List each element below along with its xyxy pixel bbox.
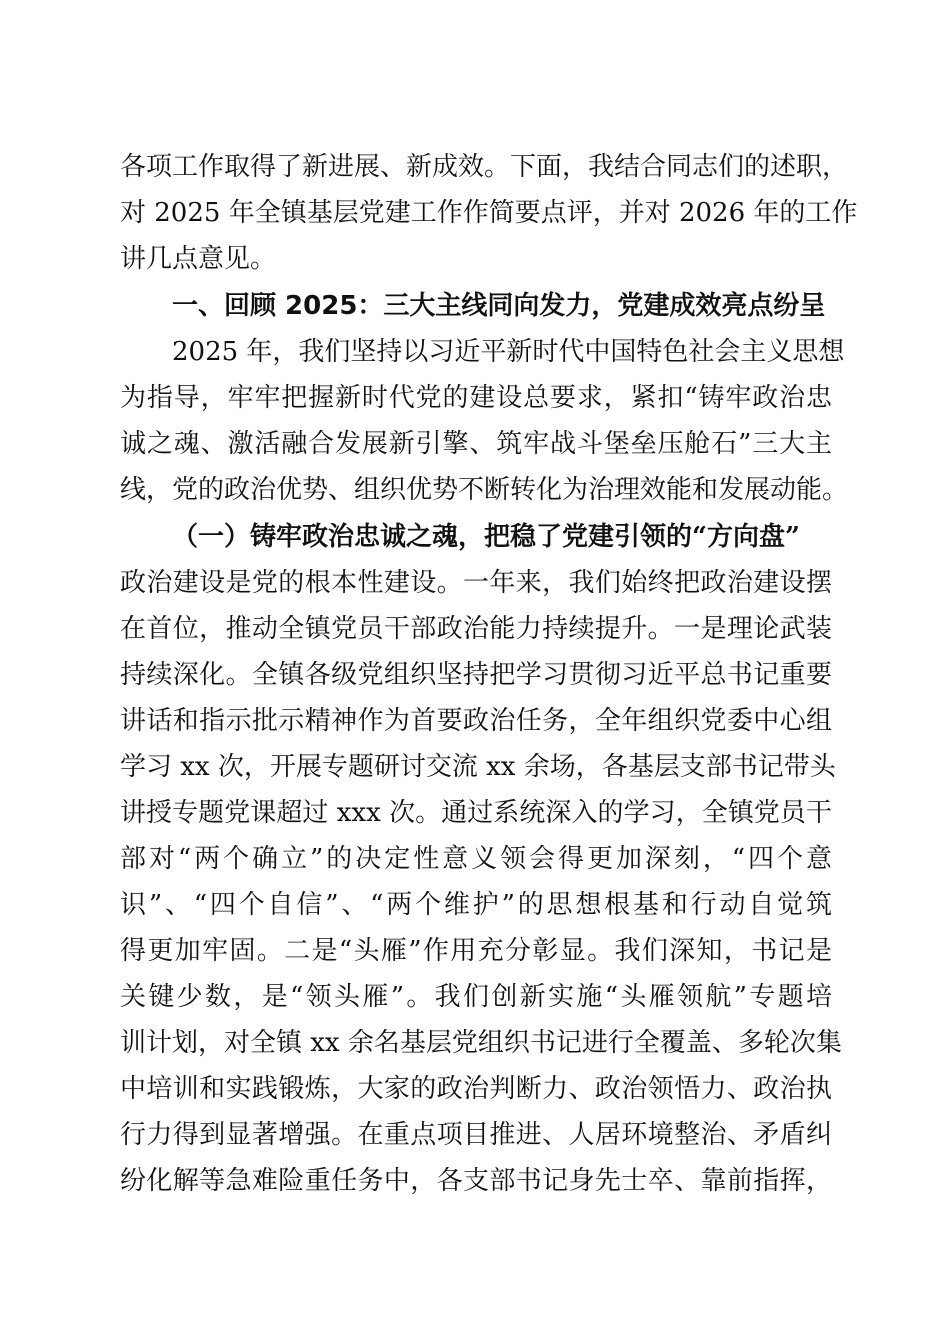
body-text-line: 讲授专题党课超过 xxx 次。通过系统深入的学习，全镇党员干: [120, 798, 832, 828]
body-text-line: 讲话和指示批示精神作为首要政治任务，全年组织党委中心组: [120, 706, 832, 736]
body-text-line: 得更加牢固。二是“头雁”作用充分彰显。我们深知，书记是: [120, 936, 832, 966]
subsection-heading: （一）铸牢政治忠诚之魂，把稳了党建引领的“方向盘”: [172, 522, 800, 552]
body-text-line: 学习 xx 次，开展专题研讨交流 xx 余场，各基层支部书记带头: [120, 752, 836, 782]
body-text-line: 关键少数，是“领头雁”。我们创新实施“头雁领航”专题培: [120, 982, 832, 1012]
body-text-line: 训计划，对全镇 xx 余名基层党组织书记进行全覆盖、多轮次集: [120, 1028, 842, 1058]
body-text-line: 在首位，推动全镇党员干部政治能力持续提升。一是理论武装: [120, 614, 832, 644]
body-text-line: 纷化解等急难险重任务中，各支部书记身先士卒、靠前指挥，: [120, 1166, 832, 1196]
body-text-line: 识”、“四个自信”、“两个维护”的思想根基和行动自觉筑: [120, 890, 832, 920]
body-text-line: 行力得到显著增强。在重点项目推进、人居环境整治、矛盾纠: [120, 1120, 832, 1150]
section-heading: 一、回顾 2025：三大主线同向发力，党建成效亮点纷呈: [172, 291, 826, 321]
body-text-line: 政治建设是党的根本性建设。一年来，我们始终把政治建设摆: [120, 568, 832, 598]
body-text-line: 各项工作取得了新进展、新成效。下面，我结合同志们的述职，: [120, 152, 849, 182]
body-text-line: 部对“两个确立”的决定性意义领会得更加深刻，“四个意: [120, 844, 832, 874]
body-text-line: 持续深化。全镇各级党组织坚持把学习贯彻习近平总书记重要: [120, 660, 832, 690]
body-text-line: 2025 年，我们坚持以习近平新时代中国特色社会主义思想: [172, 337, 845, 367]
body-text-line: 讲几点意见。: [120, 244, 277, 274]
body-text-line: 对 2025 年全镇基层党建工作作简要点评，并对 2026 年的工作: [120, 198, 858, 228]
body-text-line: 中培训和实践锻炼，大家的政治判断力、政治领悟力、政治执: [120, 1074, 832, 1104]
body-text-line: 为指导，牢牢把握新时代党的建设总要求，紧扣“铸牢政治忠: [120, 383, 832, 413]
body-text-line: 线，党的政治优势、组织优势不断转化为治理效能和发展动能。: [120, 475, 849, 505]
body-text-line: 诚之魂、激活融合发展新引擎、筑牢战斗堡垒压舱石”三大主: [120, 429, 832, 459]
